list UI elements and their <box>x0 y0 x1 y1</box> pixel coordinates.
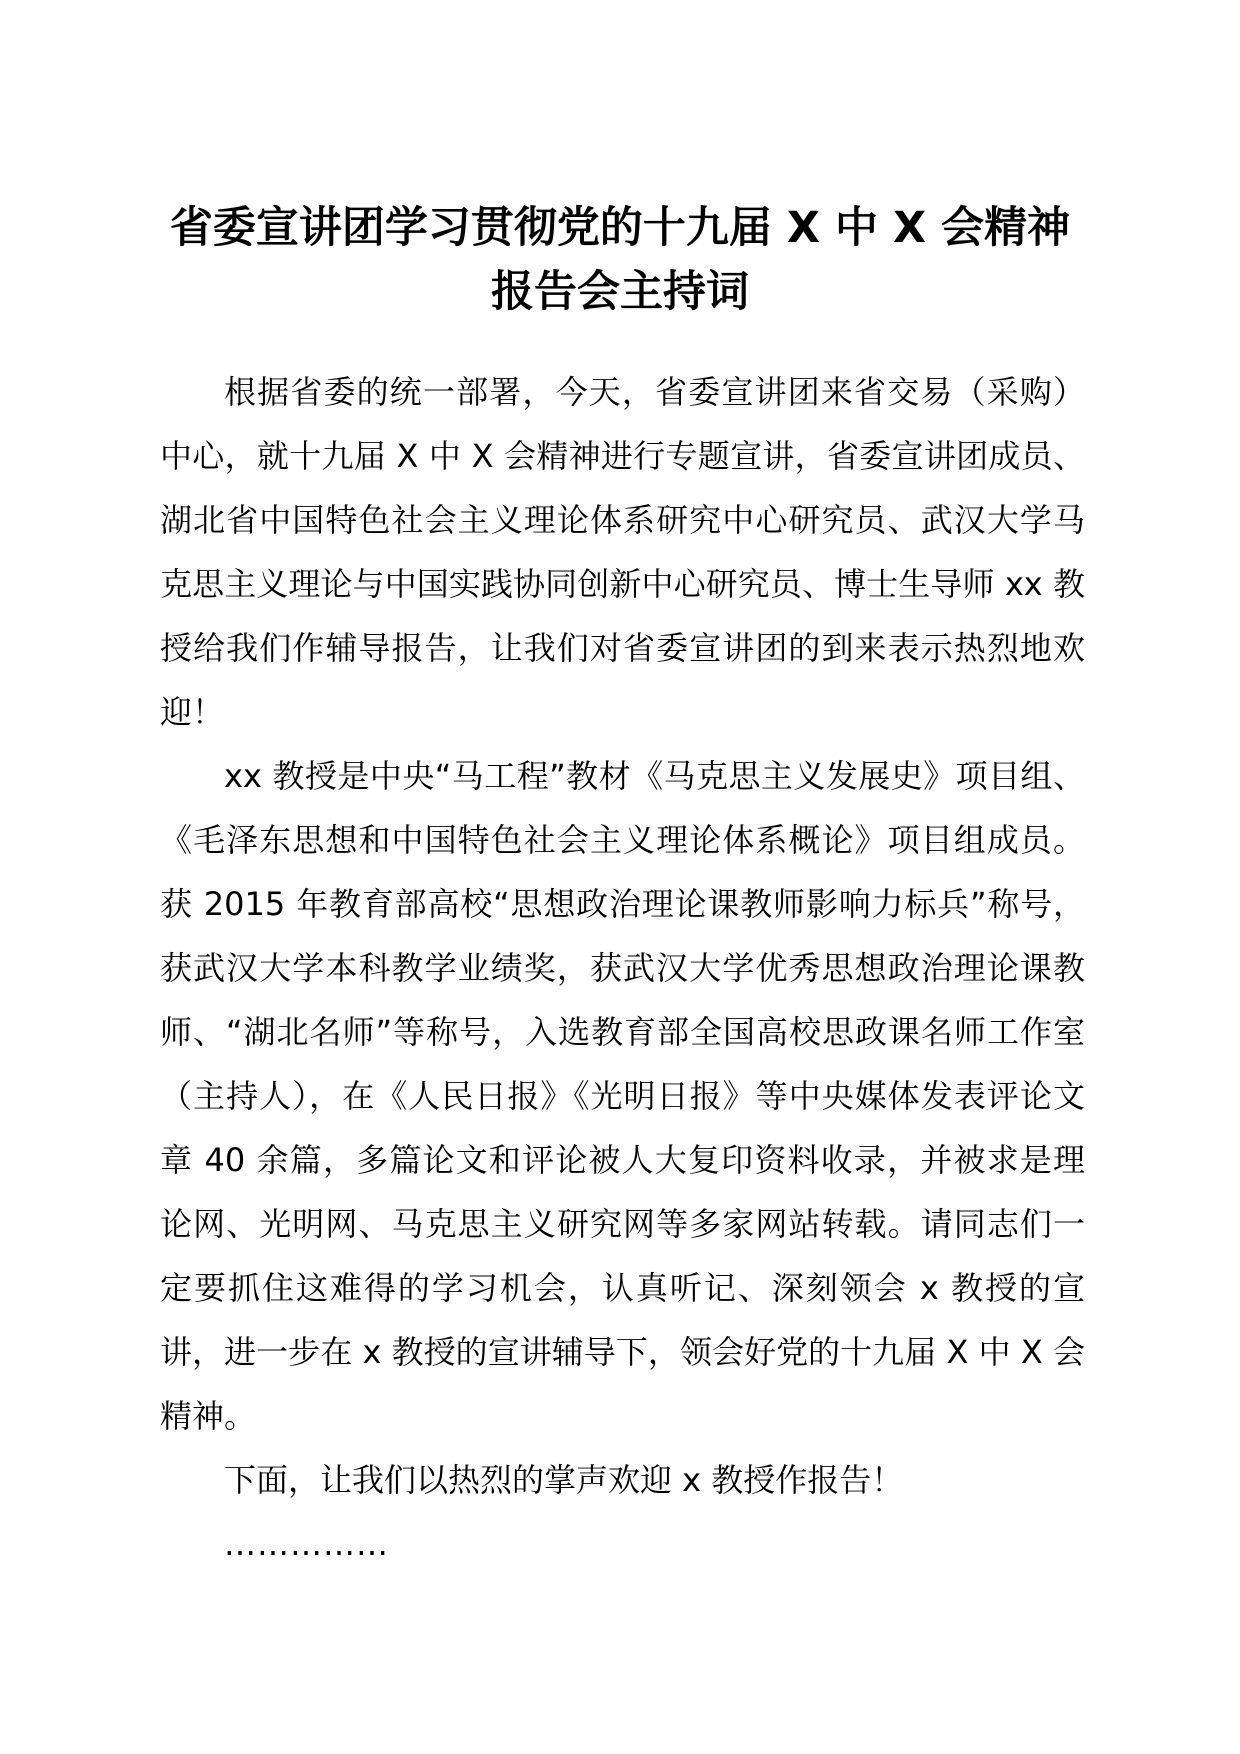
document-title <box>150 196 1090 324</box>
document-body <box>160 360 1085 1576</box>
ellipsis-line: …………… <box>224 1525 389 1563</box>
paragraph-introduction: xx 教授是中央“马工程”教材《马克思主义发展史》项目组、《毛泽东思想和中国特色社会主义理论体系概论》项目组成员。获 2015 年教育部高校“思想政治理论课教师影响力标兵”称号，获武汉大学本科教学业绩奖，获武汉大学优秀思想政治理论课教师、“湖北名师”等称号，入选教育部全国高校思政课名师工作室（主持人），在《人民日报》《光明日报》等中央媒体发表评论文章 40 余篇，多篇论文和评论被人大复印资料收录，并被求是理论网、光明网、马克思主义研究网等多家网站转载。请同志们一定要抓住这难得的学习机会，认真听记、深刻领会 x 教授的宣讲，进一步在 x 教授的宣讲辅导下，领会好党的十九届 X 中 X 会精神。 <box>160 757 1085 1435</box>
paragraph-opening: 根据省委的统一部署，今天，省委宣讲团来省交易（采购）中心，就十九届 X 中 X 会精神进行专题宣讲，省委宣讲团成员、湖北省中国特色社会主义理论体系研究中心研究员、武汉大学马克思主义理论与中国实践协同创新中心研究员、博士生导师 xx 教授给我们作辅导报告，让我们对省委宣讲团的到来表示热烈地欢迎！ <box>160 373 1085 731</box>
paragraph-welcome: 下面，让我们以热烈的掌声欢迎 x 教授作报告！ <box>224 1461 904 1499</box>
title-line-2: 报告会主持词 <box>491 267 749 317</box>
title-line-1: 省委宣讲团学习贯彻党的十九届 X 中 X 会精神 <box>169 203 1071 253</box>
